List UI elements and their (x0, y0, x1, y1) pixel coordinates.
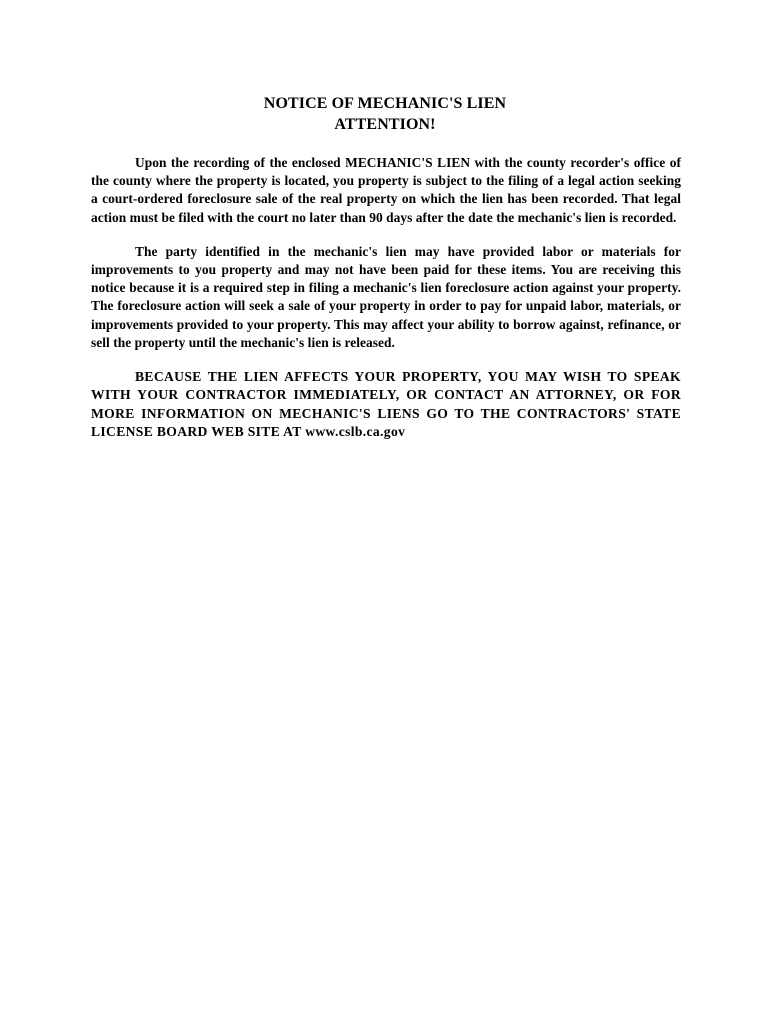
paragraph-party-identified: The party identified in the mechanic's lien may have provided labor or materials for improvements to you property and may not have been paid for these items. You are receiving this notice because it is a required step in filing a mechanic's lien foreclosure action against your property. The foreclosure action will seek a sale of your property in order to pay for unpaid labor, materials, or improvements provided to your property. This may affect your ability to borrow against, refinance, or sell the property until the mechanic's lien is released. (91, 243, 681, 350)
notice-title (0, 93, 770, 135)
paragraph-recording: Upon the recording of the enclosed MECHANIC'S LIEN with the county recorder's office of the county where the property is located, you property is subject to the filing of a legal action seeking a court-ordered foreclosure sale of the real property on which the lien has been recorded. That legal action must be filed with the court no later than 90 days after the date the mechanic's lien is recorded. (91, 155, 681, 225)
title-main: NOTICE OF MECHANIC'S LIEN (263, 95, 507, 112)
notice-body (91, 154, 681, 458)
paragraph-advisory: BECAUSE THE LIEN AFFECTS YOUR PROPERTY, YOU MAY WISH TO SPEAK WITH YOUR CONTRACTOR IMMEDIATELY, OR CONTACT AN ATTORNEY, OR FOR MORE INFORMATION ON MECHANIC'S LIENS GO TO THE CONTRACTORS' STATE LICENSE BOARD WEB SITE AT www.cslb.ca.gov (91, 369, 681, 440)
title-attention: ATTENTION! (334, 116, 436, 133)
